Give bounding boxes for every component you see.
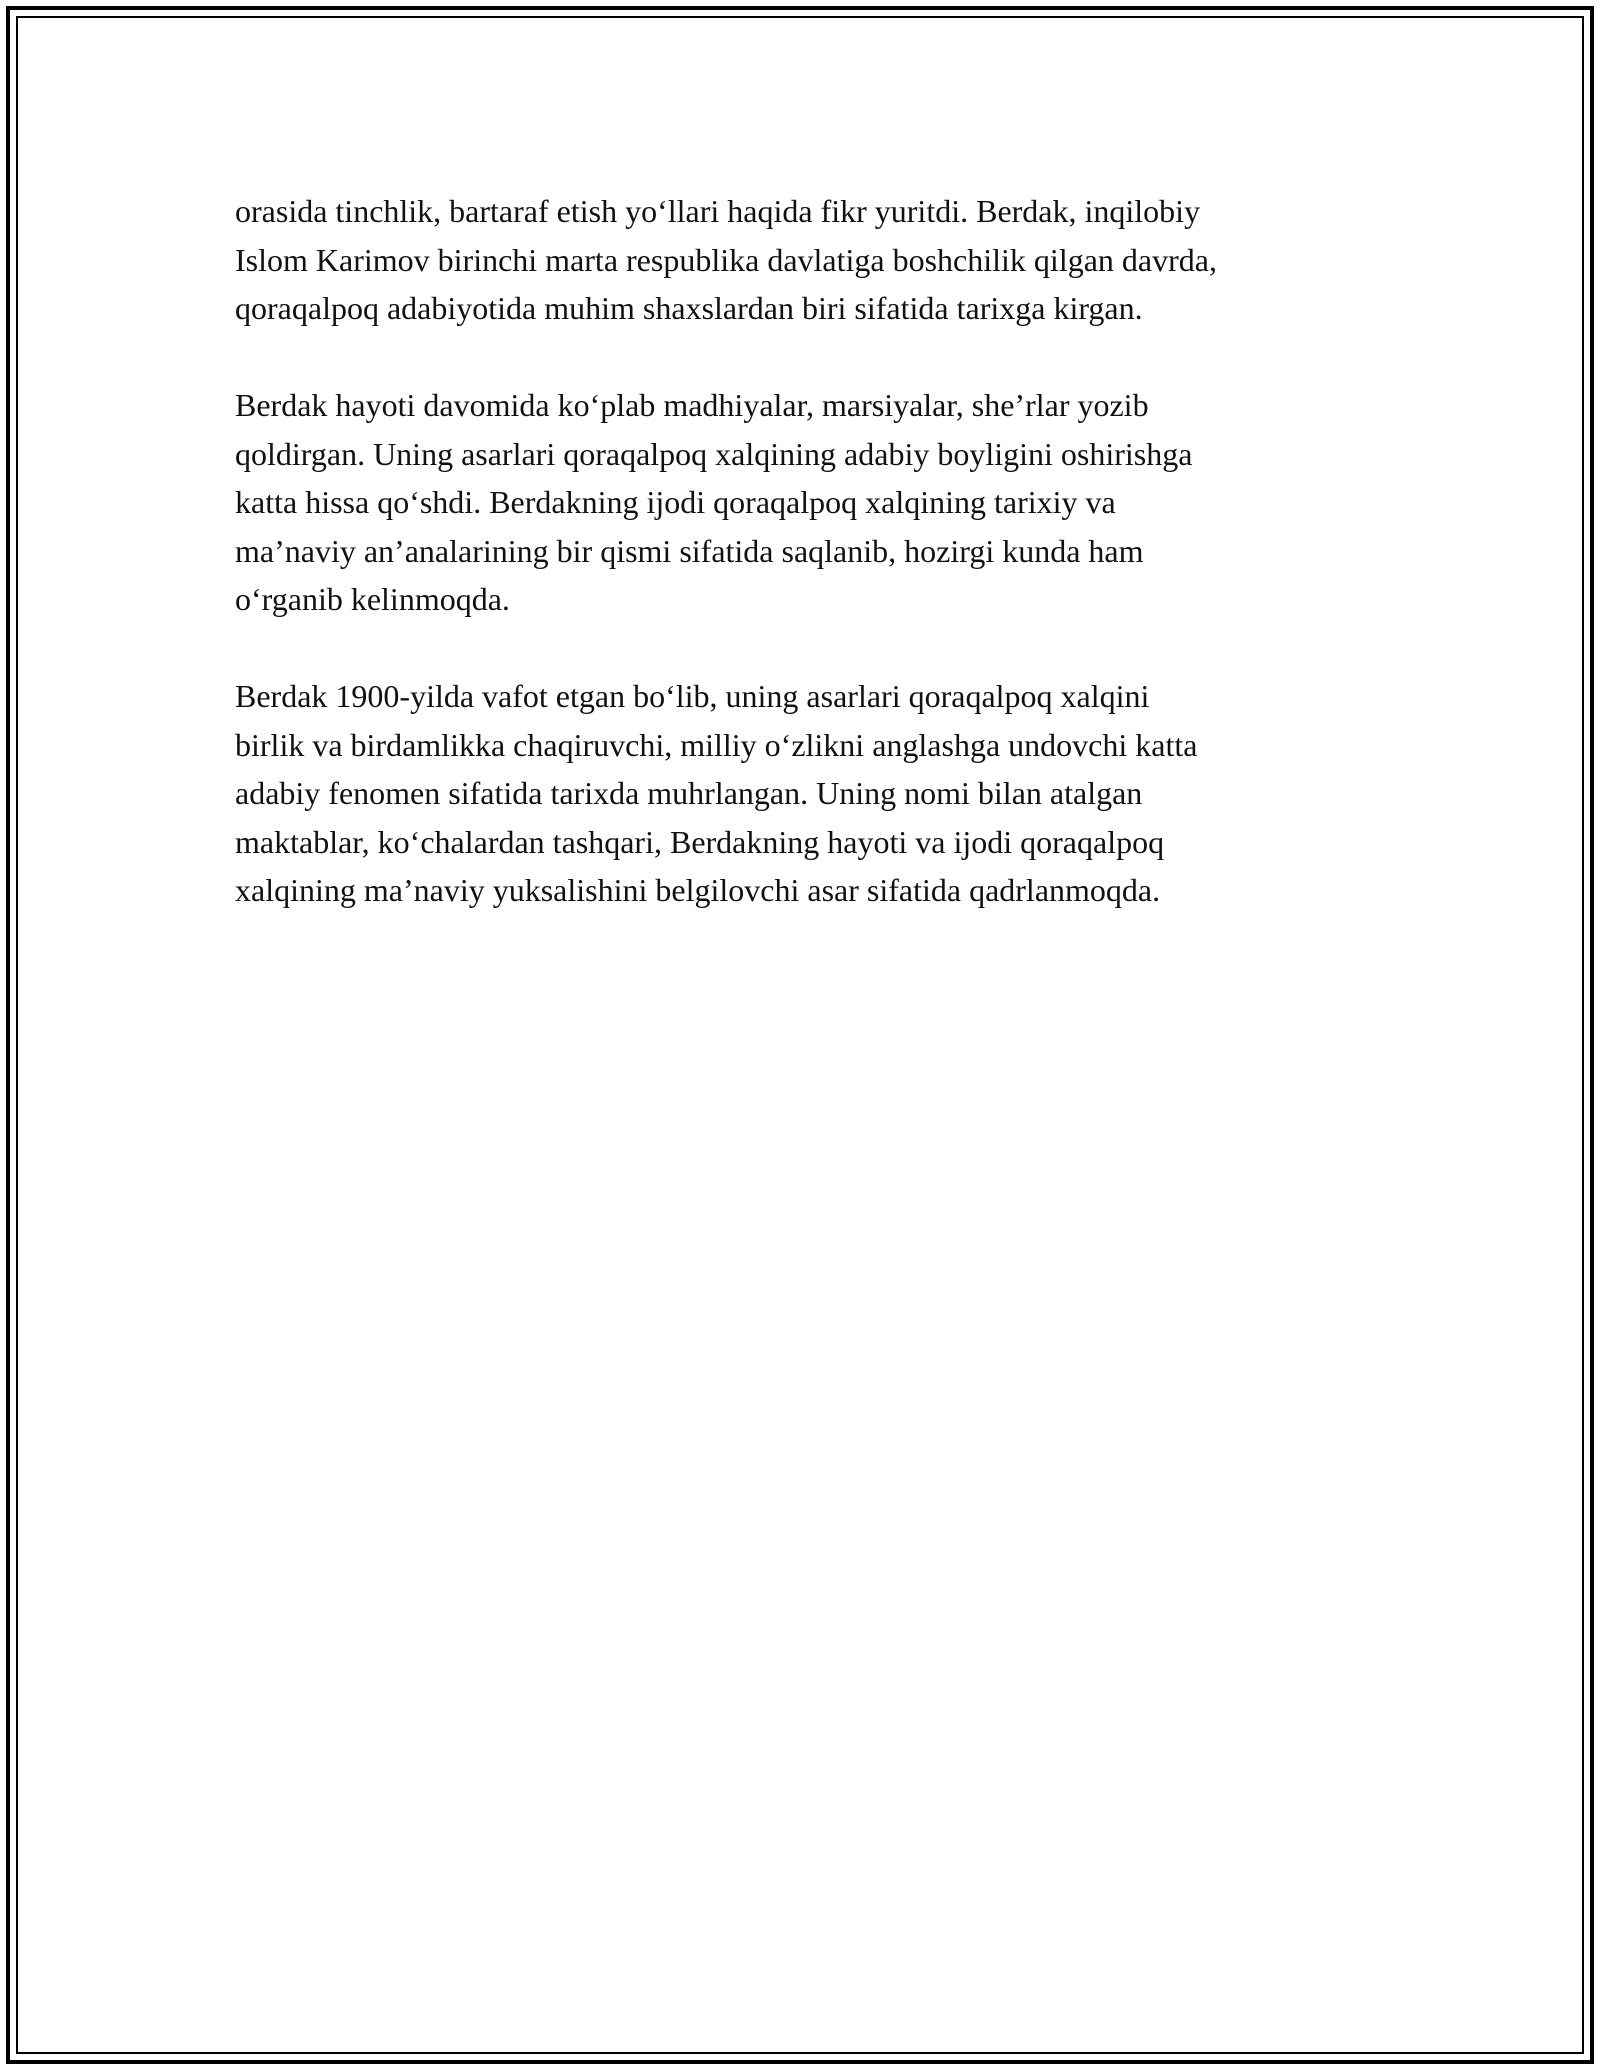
paragraph-line: Berdak hayoti davomida ko‘plab madhiyalar, marsiyalar, she’rlar yozib — [235, 387, 1149, 423]
paragraph-line: katta hissa qo‘shdi. Berdakning ijodi qoraqalpoq xalqining tarixiy va — [235, 484, 1116, 520]
paragraph-2 — [235, 381, 1385, 624]
document-body — [235, 187, 1385, 963]
paragraph-line: xalqining ma’naviy yuksalishini belgilovchi asar sifatida qadrlanmoqda. — [235, 872, 1161, 908]
paragraph-line: orasida tinchlik, bartaraf etish yo‘llari haqida fikr yuritdi. Berdak, inqilobiy — [235, 193, 1201, 229]
paragraph-line: qoraqalpoq adabiyotida muhim shaxslardan biri sifatida tarixga kirgan. — [235, 290, 1143, 326]
paragraph-3 — [235, 672, 1385, 915]
paragraph-line: birlik va birdamlikka chaqiruvchi, milliy o‘zlikni anglashga undovchi katta — [235, 726, 1198, 763]
paragraph-1 — [235, 187, 1385, 333]
paragraph-line: maktablar, ko‘chalardan tashqari, Berdakning hayoti va ijodi qoraqalpoq — [235, 823, 1165, 860]
paragraph-line: o‘rganib kelinmoqda. — [235, 581, 510, 617]
paragraph-line: Berdak 1900-yilda vafot etgan bo‘lib, uning asarlari qoraqalpoq xalqini — [235, 678, 1150, 714]
paragraph-line: qoldirgan. Uning asarlari qoraqalpoq xalqining adabiy boyligini oshirishga — [235, 435, 1193, 472]
paragraph-line: Islom Karimov birinchi marta respublika davlatiga boshchilik qilgan davrda, — [235, 241, 1217, 278]
paragraph-line: ma’naviy an’analarining bir qismi sifatida saqlanib, hozirgi kunda ham — [235, 532, 1144, 569]
paragraph-line: adabiy fenomen sifatida tarixda muhrlangan. Uning nomi bilan atalgan — [235, 775, 1143, 811]
